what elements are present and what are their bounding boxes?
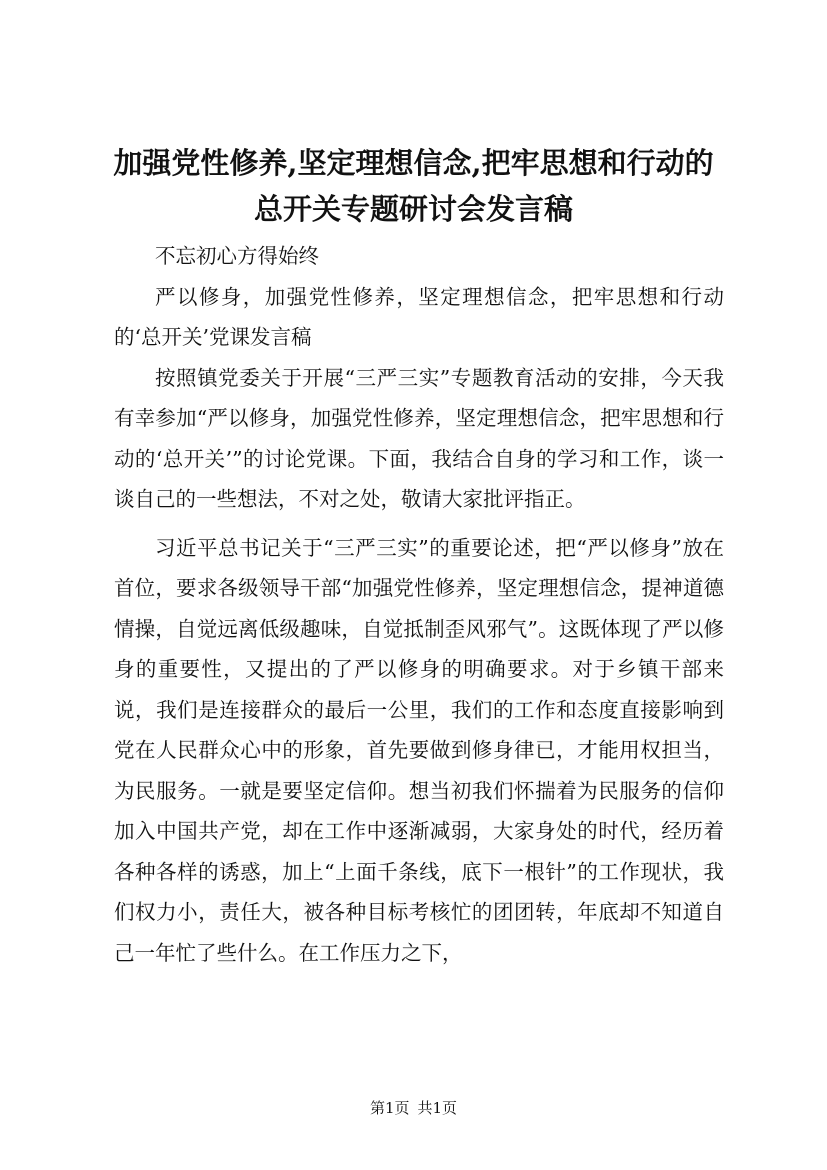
paragraph-subtitle: 不忘初心方得始终: [155, 244, 319, 268]
document-body: [114, 236, 724, 973]
paragraph-main: 习近平总书记关于“三严三实”的重要论述，把“严以修身”放在首位，要求各级领导干部“加强党性修养，坚定理想信念，提神道德情操，自觉远离低级趣味，自觉抵制歪风邪气”。这既体现了严以修身的重要性，又提出的了严以修身的明确要求。对于乡镇干部来说，我们是连接群众的最后一公里，我们的工作和态度直接影响到党在人民群众心中的形象，首先要做到修身律已，才能用权担当，为民服务。一就是要坚定信仰。想当初我们怀揣着为民服务的信仰加入中国共产党，却在工作中逐渐减弱，大家身处的时代，经历着各种各样的诱惑，加上“上面千条线，底下一根针”的工作现状，我们权力小，责任大，被各种目标考核忙的团团转，年底却不知道自己一年忙了些什么。在工作压力之下，: [114, 535, 724, 965]
page-footer: [0, 1098, 827, 1118]
document-title: 加强党性修养,坚定理想信念,把牢思想和行动的总开关专题研讨会发言稿: [113, 146, 714, 226]
page-number: 第1页: [369, 1099, 410, 1117]
paragraph-lecture-title: 严以修身，加强党性修养，坚定理想信念，把牢思想和行动的‘总开关’党课发言稿: [114, 284, 724, 349]
page-total: 共1页: [417, 1099, 458, 1117]
paragraph-intro: 按照镇党委关于开展“三严三实”专题教育活动的安排，今天我有幸参加“严以修身，加强党性修养，坚定理想信念，把牢思想和行动的‘总开关’”的讨论党课。下面，我结合自身的学习和工作，谈一谈自己的一些想法，不对之处，敬请大家批评指正。: [114, 365, 724, 511]
